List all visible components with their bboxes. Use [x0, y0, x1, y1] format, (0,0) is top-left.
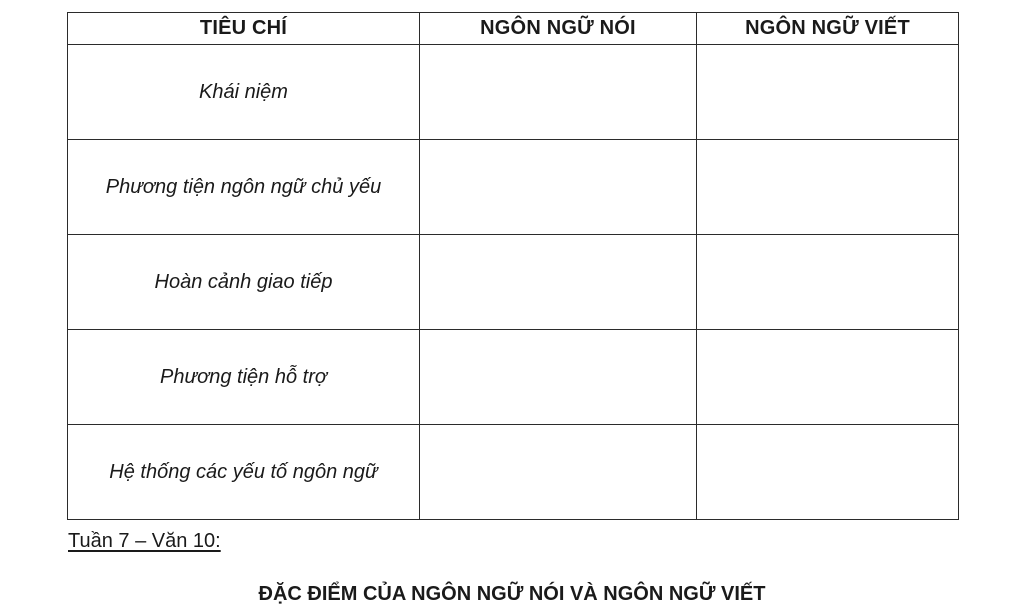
criterion-cell: Hoàn cảnh giao tiếp [68, 235, 420, 330]
criterion-cell: Hệ thống các yếu tố ngôn ngữ [68, 425, 420, 520]
criterion-cell: Phương tiện hỗ trợ [68, 330, 420, 425]
criterion-cell: Khái niệm [68, 45, 420, 140]
header-written-language: NGÔN NGỮ VIẾT [697, 13, 959, 45]
spoken-cell [420, 45, 697, 140]
written-cell [697, 140, 959, 235]
written-cell [697, 235, 959, 330]
table-row [68, 425, 959, 520]
comparison-table [67, 12, 959, 520]
header-criteria: TIÊU CHÍ [68, 13, 420, 45]
table-row [68, 140, 959, 235]
spoken-cell [420, 330, 697, 425]
document-title: ĐẶC ĐIỂM CỦA NGÔN NGỮ NÓI VÀ NGÔN NGỮ VIẾT [258, 583, 766, 605]
written-cell [697, 45, 959, 140]
written-cell [697, 425, 959, 520]
written-cell [697, 330, 959, 425]
table-header-row [68, 13, 959, 45]
table-row [68, 45, 959, 140]
spoken-cell [420, 235, 697, 330]
header-spoken-language: NGÔN NGỮ NÓI [420, 13, 697, 45]
spoken-cell [420, 425, 697, 520]
table-row [68, 330, 959, 425]
table-row [68, 235, 959, 330]
week-label: Tuần 7 – Văn 10: [68, 530, 221, 552]
criterion-cell: Phương tiện ngôn ngữ chủ yếu [68, 140, 420, 235]
spoken-cell [420, 140, 697, 235]
